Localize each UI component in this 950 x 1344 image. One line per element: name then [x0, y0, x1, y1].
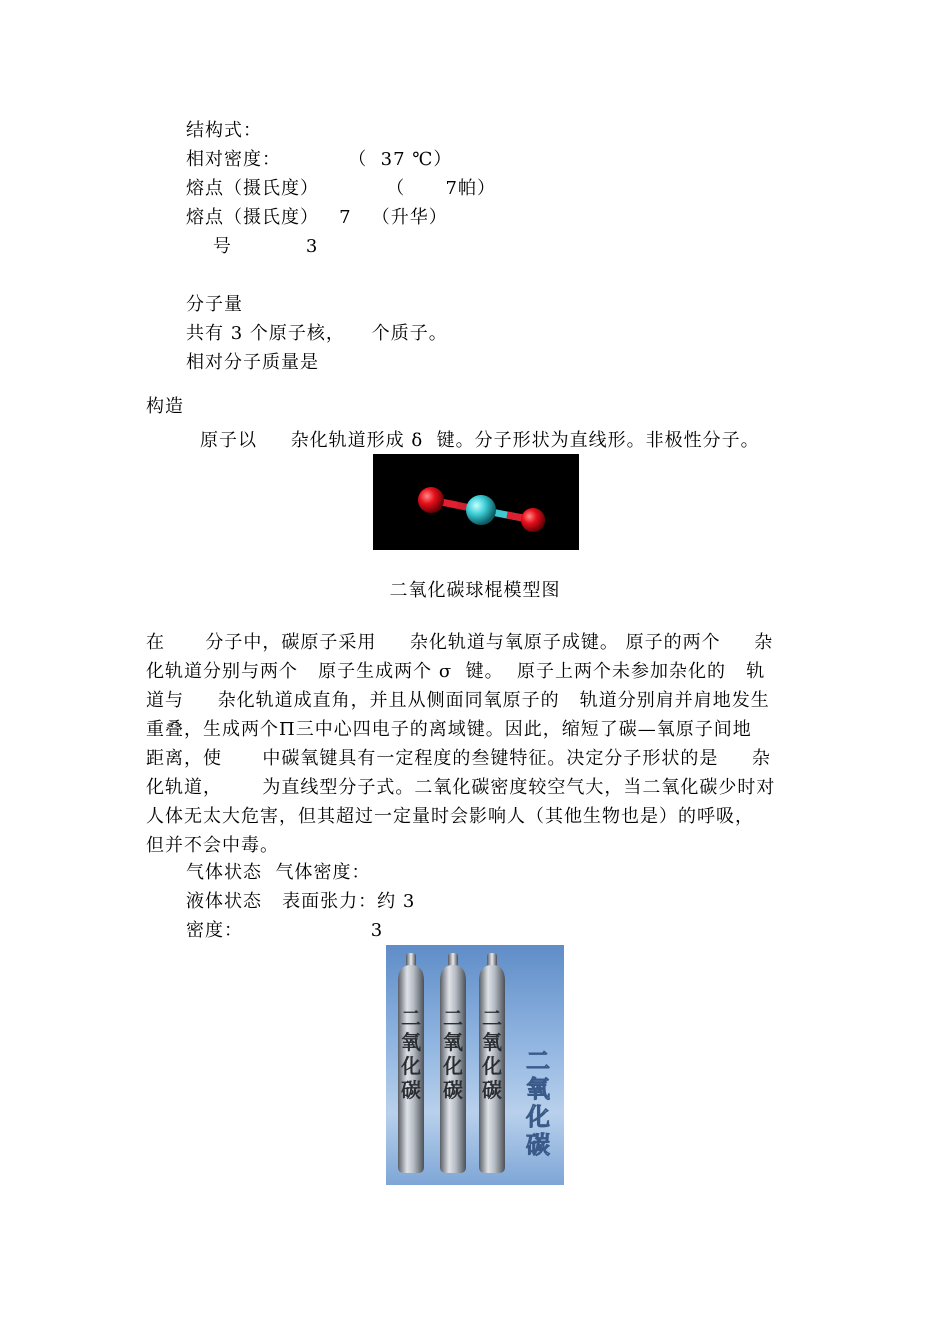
section-title: 构造: [146, 396, 184, 417]
paragraph-line: 重叠，生成两个Π三中心四电子的离域键。因此，缩短了碳—氧原子间地: [146, 719, 752, 740]
gas-state-line: 气体状态 气体密度：: [186, 862, 371, 883]
oxygen-atom-right: [521, 508, 545, 532]
cyl2-char: 碳: [443, 1078, 463, 1102]
relative-density-line: 相对密度： （ 37 ℃）: [186, 149, 453, 170]
paragraph-line: 在 分子中，碳原子采用 杂化轨道与氧原子成键。 原子的两个 杂: [146, 632, 774, 653]
side-label-char: 化: [526, 1103, 550, 1131]
paragraph-line: 道与 杂化轨道成直角，并且从侧面同氧原子的 轨道分别肩并肩地发生: [146, 690, 770, 711]
carbon-atom: [466, 495, 496, 525]
cyl2-char: 氧: [443, 1030, 463, 1054]
cyl2-char: 化: [443, 1054, 463, 1078]
oxygen-atom-left: [418, 487, 444, 513]
paragraph-line: 化轨道， 为直线型分子式。二氧化碳密度较空气大，当二氧化碳少时对: [146, 777, 776, 798]
cyl1-char: 氧: [401, 1030, 421, 1054]
cyl3-char: 化: [482, 1054, 502, 1078]
paragraph-line: 距离，使 中碳氧键具有一定程度的叁键特征。决定分子形状的是 杂: [146, 748, 771, 769]
molecular-weight-label: 分子量: [186, 294, 243, 315]
cyl3-char: 二: [482, 1006, 502, 1030]
cyl1-char: 二: [401, 1006, 421, 1030]
cyl3-char: 氧: [482, 1030, 502, 1054]
paragraph-line: 人体无太大危害，但其超过一定量时会影响人（其他生物也是）的呼吸，: [146, 806, 754, 827]
number-line: 号 3: [186, 236, 319, 257]
side-label-char: 二: [526, 1047, 550, 1075]
cyl1-char: 化: [401, 1054, 421, 1078]
structure-description: 原子以 杂化轨道形成 δ 键。分子形状为直线形。非极性分子。: [200, 430, 760, 451]
structural-formula-label: 结构式：: [186, 120, 262, 141]
ball-and-stick-model-image: [373, 454, 579, 550]
side-label-char: 氧: [526, 1075, 550, 1103]
paragraph-line: 化轨道分别与两个 原子生成两个 σ 键。 原子上两个未参加杂化的 轨: [146, 661, 766, 682]
cyl1-char: 碳: [401, 1078, 421, 1102]
nuclei-count-line: 共有 3 个原子核， 个质子。: [186, 323, 448, 344]
figure-caption: 二氧化碳球棍模型图: [389, 580, 561, 601]
side-label-char: 碳: [526, 1131, 550, 1159]
gas-cylinders-illustration: [386, 945, 564, 1185]
cyl3-char: 碳: [482, 1078, 502, 1102]
melting-point-line-2: 熔点（摄氏度） 7 （升华）: [186, 207, 448, 228]
co2-molecule-illustration: [373, 454, 579, 550]
cyl2-char: 二: [443, 1006, 463, 1030]
co2-cylinders-image: [386, 945, 564, 1185]
liquid-state-line: 液体状态 表面张力：约 3: [186, 891, 416, 912]
density-line: 密度： 3: [186, 920, 384, 941]
relative-molecular-mass-line: 相对分子质量是: [186, 352, 319, 373]
paragraph-line: 但并不会中毒。: [146, 835, 279, 856]
bonding-paragraph: [146, 628, 810, 860]
melting-point-line-1: 熔点（摄氏度） （ 7帕）: [186, 178, 496, 199]
